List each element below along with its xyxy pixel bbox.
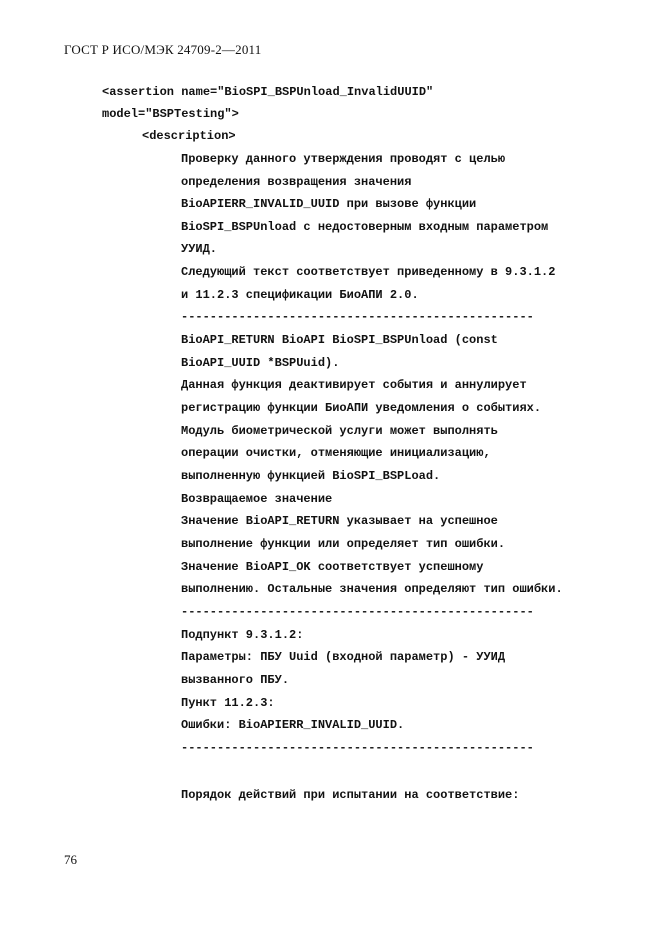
separator-line: ------------------------------------------------- (181, 741, 534, 755)
code-line: model="BSPTesting"> (102, 107, 239, 121)
code-line: регистрацию функции БиоАПИ уведомления о событиях. (181, 401, 542, 415)
code-line: BioAPI_RETURN BioAPI BioSPI_BSPUnload (const (181, 333, 498, 347)
code-line: вызванного ПБУ. (181, 673, 290, 687)
code-line: Параметры: ПБУ Uuid (входной параметр) - УУИД (181, 650, 506, 664)
code-line: определения возвращения значения (181, 175, 412, 189)
code-line: BioAPI_UUID *BSPUuid). (181, 356, 340, 370)
separator-line: ------------------------------------------------- (181, 310, 534, 324)
code-line: Проверку данного утверждения проводят с целью (181, 152, 506, 166)
code-line: Ошибки: BioAPIERR_INVALID_UUID. (181, 718, 405, 732)
code-line: Подпункт 9.3.1.2: (181, 628, 304, 642)
code-line: Значение BioAPI_RETURN указывает на успешное (181, 514, 498, 528)
code-line: и 11.2.3 спецификации БиоАПИ 2.0. (181, 288, 419, 302)
code-line: Порядок действий при испытании на соответствие: (181, 788, 520, 802)
code-line: выполнению. Остальные значения определяют тип ошибки. (181, 582, 563, 596)
separator-line: ------------------------------------------------- (181, 605, 534, 619)
code-line: операции очистки, отменяющие инициализацию, (181, 446, 491, 460)
code-line: выполнение функции или определяет тип ошибки. (181, 537, 506, 551)
document-header: ГОСТ Р ИСО/МЭК 24709-2—2011 (64, 42, 262, 57)
page-number: 76 (64, 852, 77, 867)
code-line: выполненную функцией BioSPI_BSPLoad. (181, 469, 441, 483)
code-line: <description> (142, 129, 236, 143)
code-line: Данная функция деактивирует события и аннулирует (181, 378, 527, 392)
code-line: Возвращаемое значение (181, 492, 333, 506)
code-line: Пункт 11.2.3: (181, 696, 275, 710)
code-line: BioAPIERR_INVALID_UUID при вызове функции (181, 197, 477, 211)
code-line: BioSPI_BSPUnload с недостоверным входным параметром (181, 220, 549, 234)
code-line: УУИД. (181, 242, 218, 256)
code-line: Значение BioAPI_OK соответствует успешному (181, 560, 484, 574)
code-line: Следующий текст соответствует приведенному в 9.3.1.2 (181, 265, 556, 279)
code-line: <assertion name="BioSPI_BSPUnload_InvalidUUID" (102, 85, 434, 99)
code-line: Модуль биометрической услуги может выполнять (181, 424, 498, 438)
